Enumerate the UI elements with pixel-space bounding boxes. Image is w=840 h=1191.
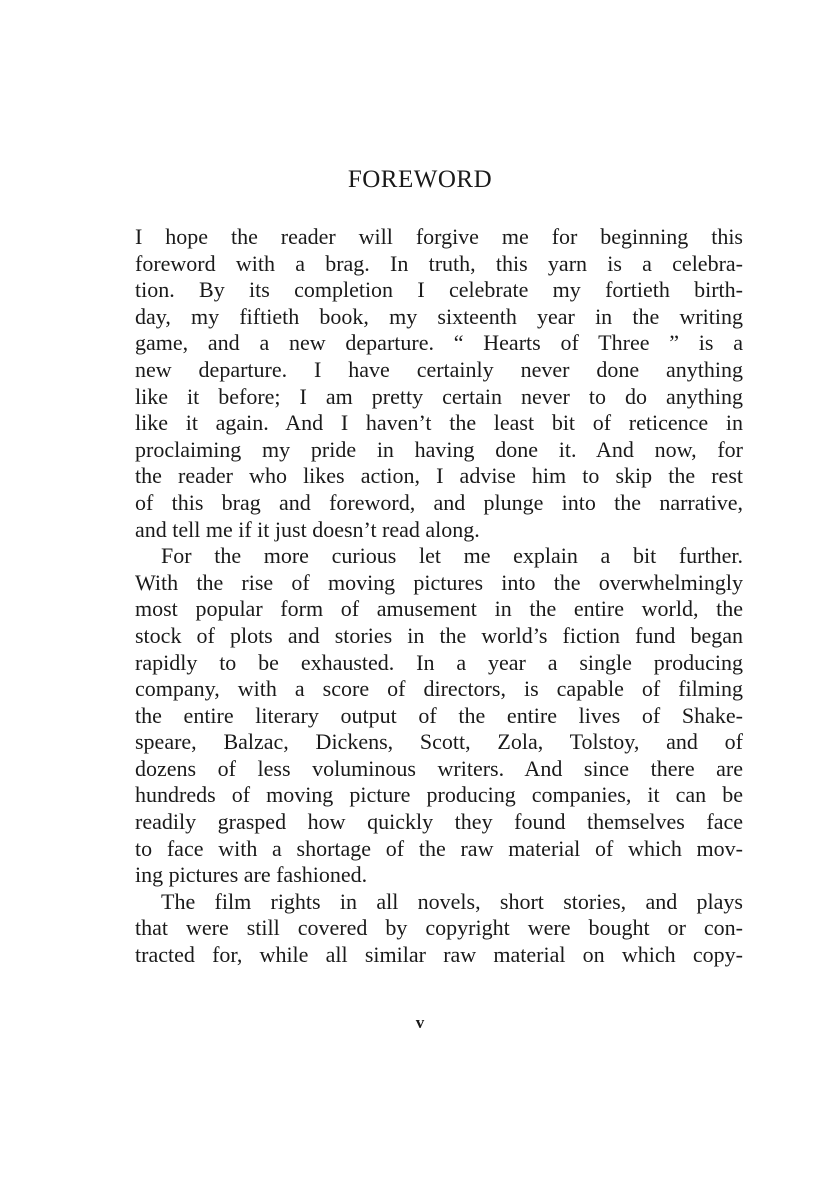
text-line: the entire literary output of the entire lives of Shake- (135, 702, 743, 728)
text-line: proclaiming my pride in having done it. And now, for (135, 436, 743, 462)
text-line: tion. By its completion I celebrate my fortieth birth- (135, 277, 743, 303)
text-line: company, with a score of directors, is capable of filming (135, 676, 743, 702)
text-line: ing pictures are fashioned. (135, 862, 368, 888)
text-line: like it before; I am pretty certain never to do anything (135, 383, 743, 409)
text-line: readily grasped how quickly they found themselves face (135, 809, 743, 835)
text-line: For the more curious let me explain a bit further. (161, 543, 743, 569)
text-line: most popular form of amusement in the entire world, the (135, 596, 743, 622)
text-line: and tell me if it just doesn’t read along. (135, 516, 480, 542)
text-line: I hope the reader will forgive me for beginning this (135, 224, 743, 249)
text-line: to face with a shortage of the raw material of which mov- (135, 835, 743, 861)
paragraph-2 (135, 543, 743, 889)
text-line: With the rise of moving pictures into the overwhelmingly (135, 569, 743, 595)
text-line: that were still covered by copyright were bought or con- (135, 915, 743, 941)
page-number: v (415, 1013, 425, 1032)
text-line: hundreds of moving picture producing companies, it can be (135, 782, 743, 808)
foreword-body (135, 224, 743, 969)
text-line: new departure. I have certainly never done anything (135, 356, 743, 382)
text-line: The film rights in all novels, short stories, and plays (161, 888, 743, 914)
text-line: tracted for, while all similar raw material on which copy- (135, 942, 743, 968)
text-line: like it again. And I haven’t the least bit of reticence in (135, 410, 743, 436)
text-line: day, my fiftieth book, my sixteenth year in the writing (135, 303, 743, 329)
text-line: the reader who likes action, I advise him to skip the rest (135, 463, 743, 489)
paragraph-1 (135, 224, 743, 543)
paragraph-3 (135, 889, 743, 969)
text-line: of this brag and foreword, and plunge into the narrative, (135, 489, 743, 515)
text-line: rapidly to be exhausted. In a year a single producing (135, 649, 743, 675)
text-line: speare, Balzac, Dickens, Scott, Zola, Tolstoy, and of (135, 729, 743, 755)
text-line: foreword with a brag. In truth, this yarn is a celebra- (135, 250, 743, 276)
text-line: dozens of less voluminous writers. And since there are (135, 755, 743, 781)
page-title: FOREWORD (347, 166, 493, 193)
text-line: stock of plots and stories in the world’s fiction fund began (135, 622, 743, 648)
text-line: game, and a new departure. “ Hearts of Three ” is a (135, 330, 743, 356)
